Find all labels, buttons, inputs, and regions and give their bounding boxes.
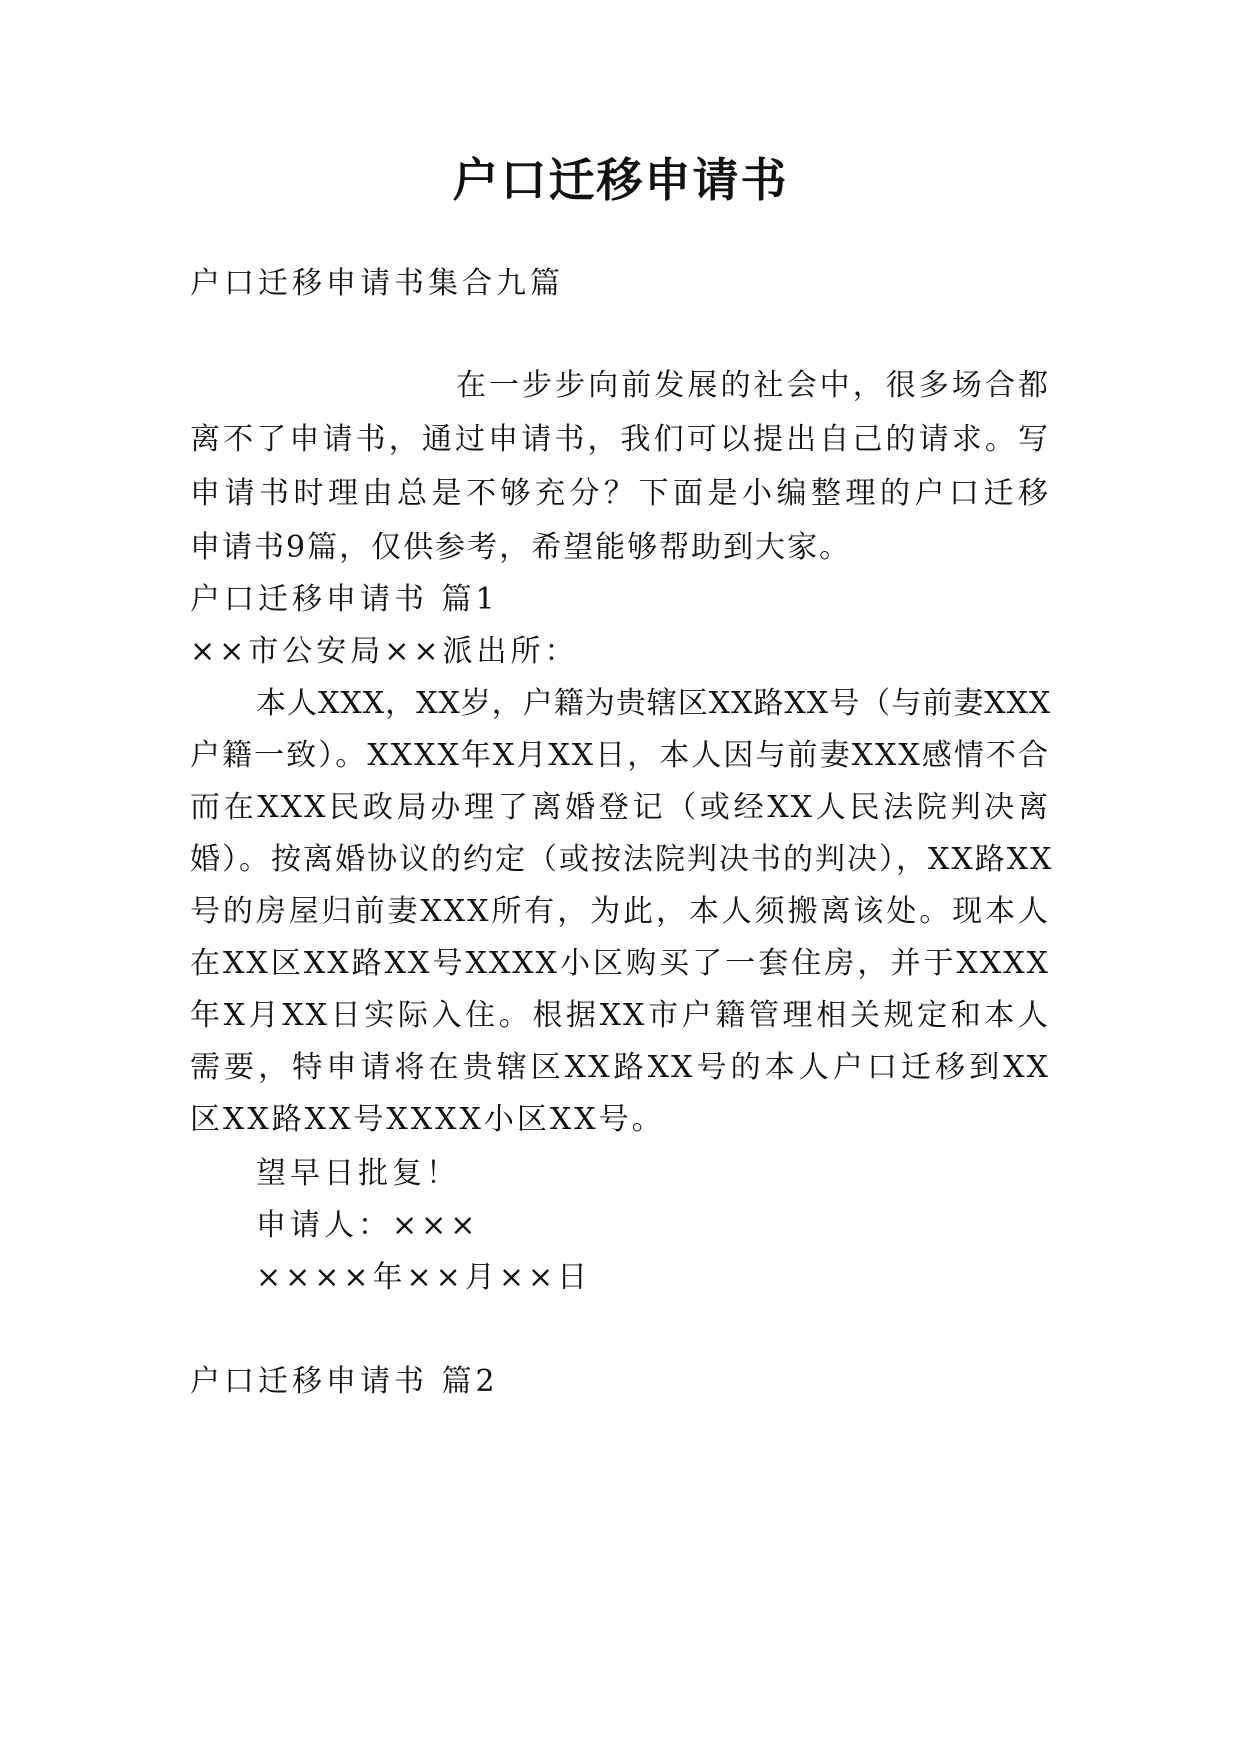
section-1-date: ××××年××月××日 [256, 1260, 592, 1295]
section-2-heading: 户口迁移申请书 篇2 [190, 1364, 499, 1399]
section-1-applicant: 申请人：××× [256, 1208, 480, 1243]
section-1-body-line-2: 户籍一致）。XXXX年X月XX日，本人因与前妻XXX感情不合 [190, 738, 1050, 773]
section-1-body-line-8: 需要，特申请将在贵辖区XX路XX号的本人户口迁移到XX [190, 1050, 1050, 1085]
section-1-body-line-3: 而在XXX民政局办理了离婚登记（或经XX人民法院判决离 [190, 790, 1050, 825]
section-1-body-line-7: 年X月XX日实际入住。根据XX市户籍管理相关规定和本人 [190, 998, 1050, 1033]
section-1-closing: 望早日批复！ [256, 1156, 460, 1191]
section-1-body-line-1: 本人XXX，XX岁，户籍为贵辖区XX路XX号（与前妻XXX [256, 686, 1052, 721]
intro-line-4: 申请书9篇，仅供参考，希望能够帮助到大家。 [190, 530, 852, 565]
intro-line-1: 在一步步向前发展的社会中，很多场合都 [456, 368, 1050, 403]
section-1-body-line-6: 在XX区XX路XX号XXXX小区购买了一套住房，并于XXXX [190, 946, 1050, 981]
section-1-heading: 户口迁移申请书 篇1 [190, 582, 499, 617]
document-subtitle: 户口迁移申请书集合九篇 [190, 266, 564, 301]
section-1-body-line-9: 区XX路XX号XXXX小区XX号。 [190, 1102, 665, 1137]
intro-line-2: 离不了申请书，通过申请书，我们可以提出自己的请求。写 [190, 422, 1050, 457]
section-1-body-line-5: 号的房屋归前妻XXX所有，为此，本人须搬离该处。现本人 [190, 894, 1050, 929]
intro-line-3: 申请书时理由总是不够充分？下面是小编整理的户口迁移 [190, 476, 1050, 511]
section-1-addressee: ××市公安局××派出所： [190, 634, 579, 669]
section-1-body-line-4: 婚）。按离婚协议的约定（或按法院判决书的判决），XX路XX [190, 842, 1054, 877]
document-title: 户口迁移申请书 [452, 153, 789, 207]
